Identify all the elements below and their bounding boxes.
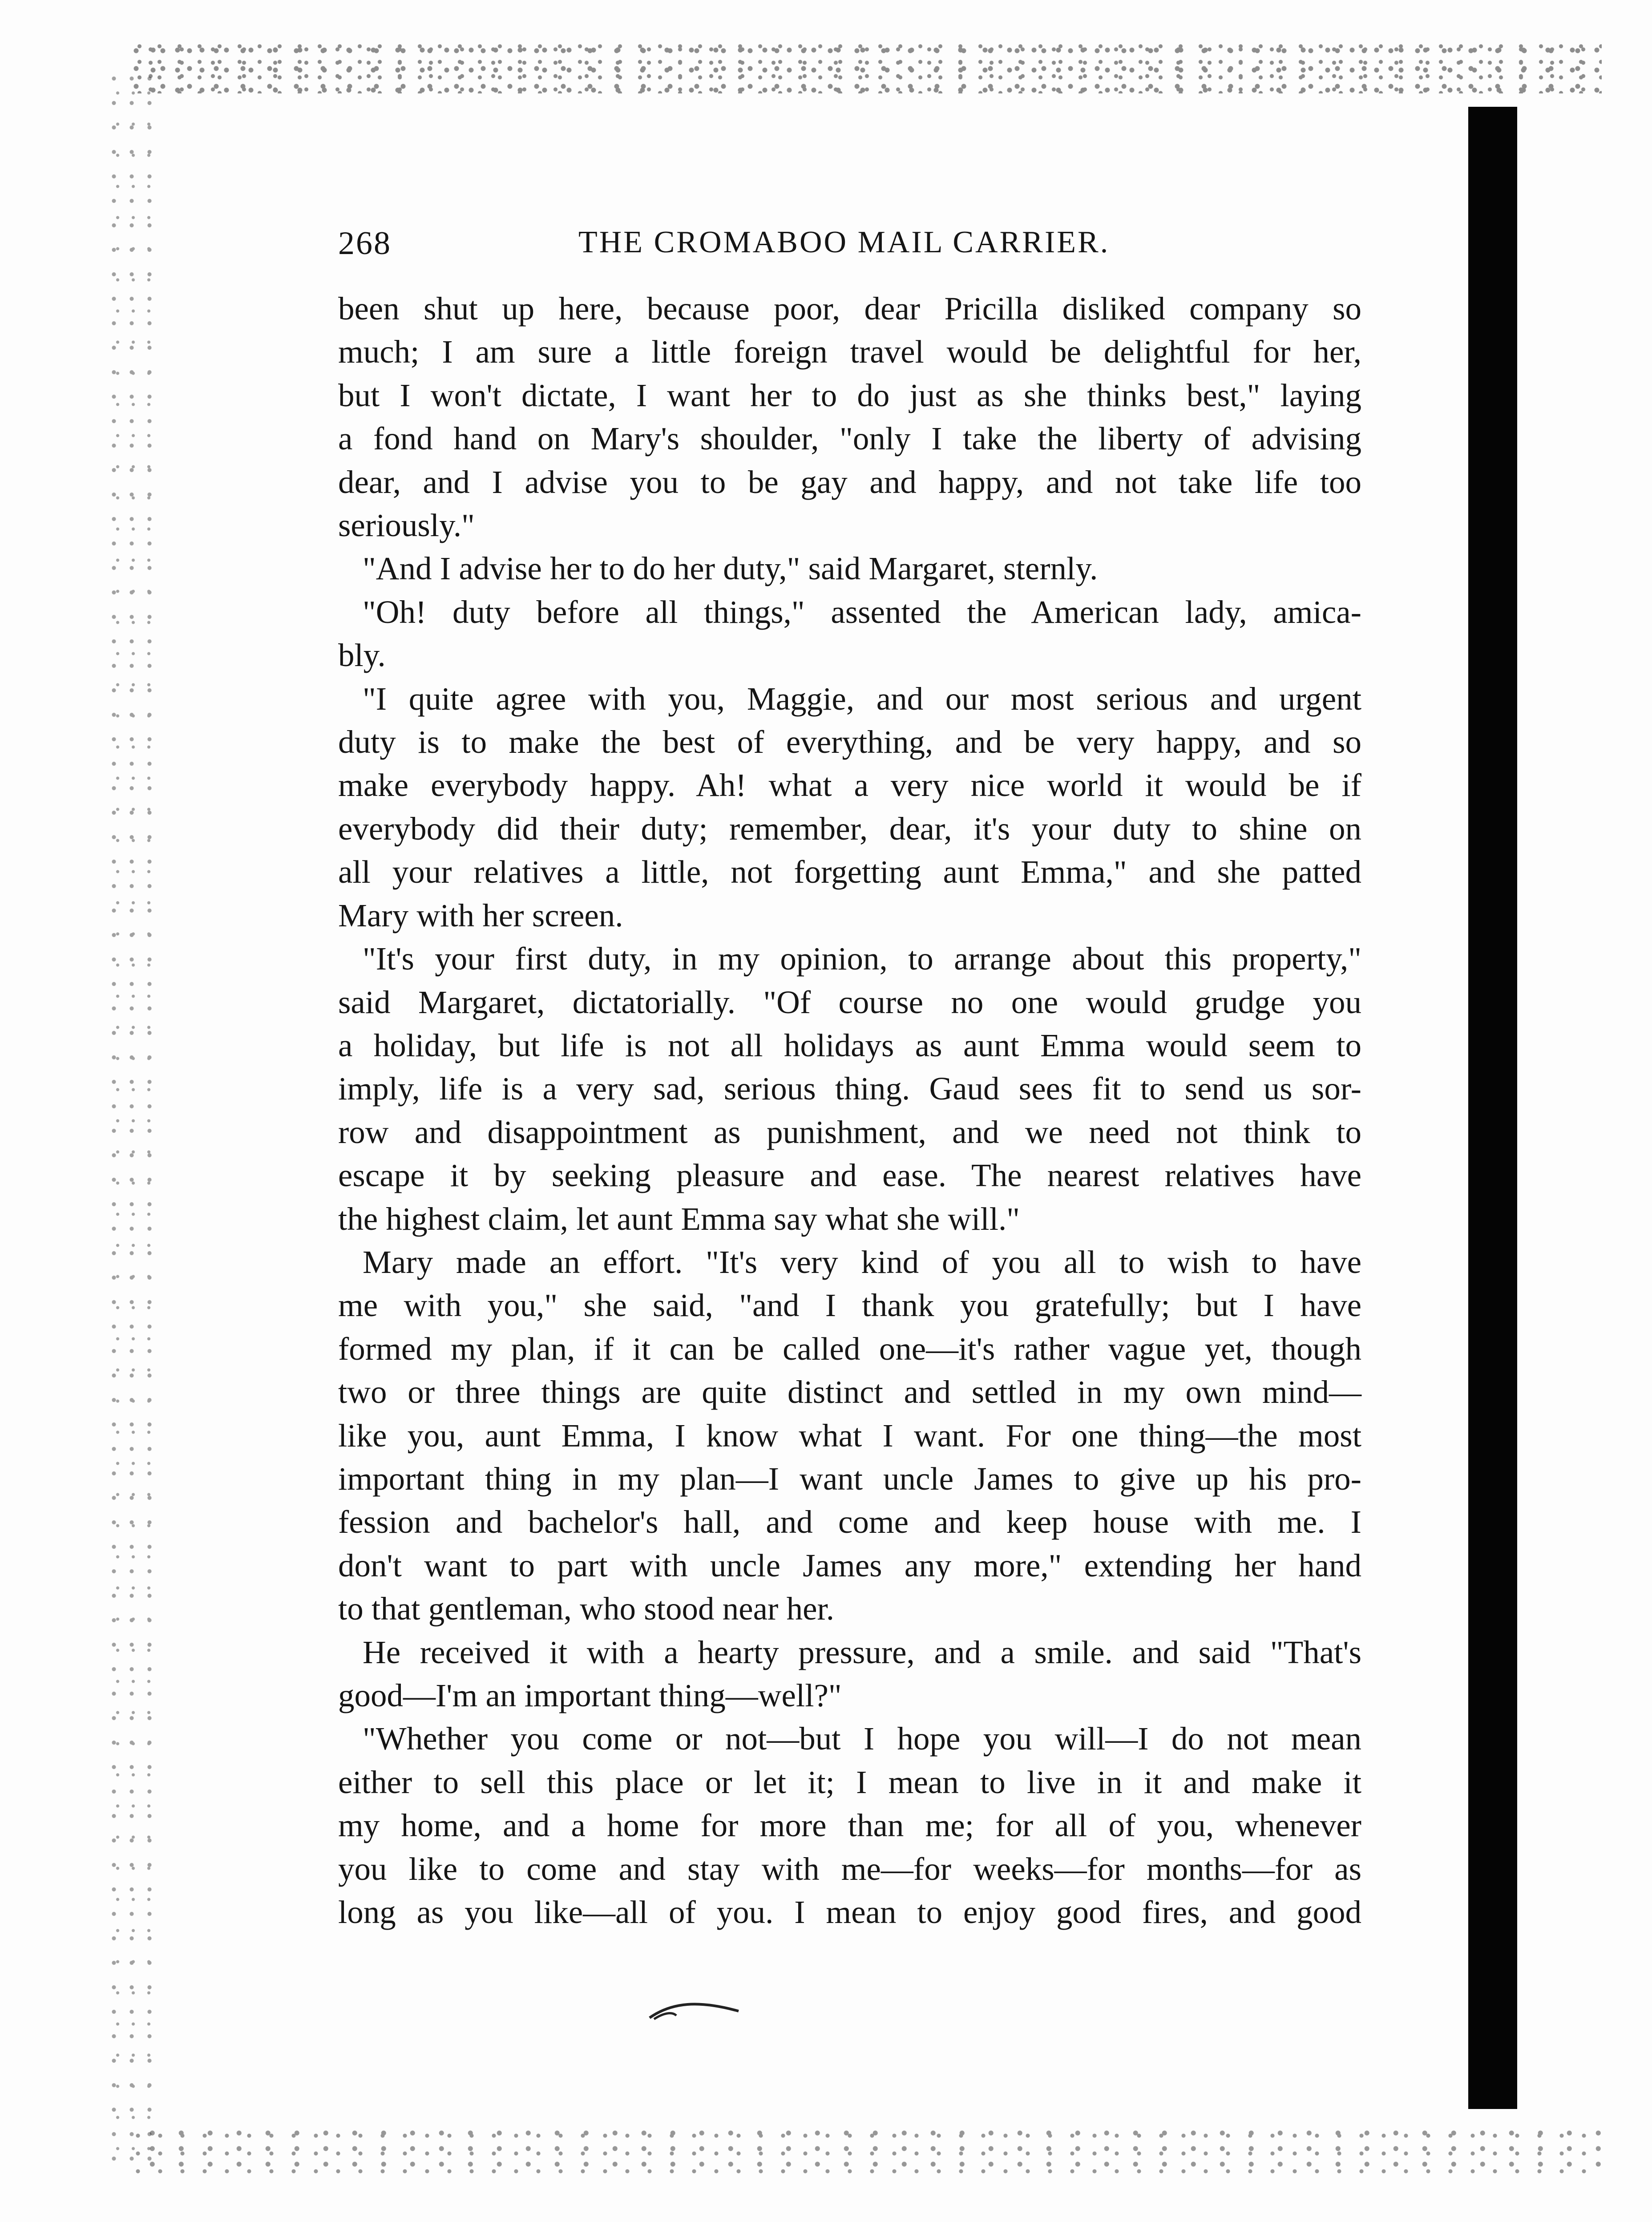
- text-line: row and disappointment as punishment, and we need not think to: [338, 1114, 1361, 1150]
- text-line: dear, and I advise you to be gay and happy, and not take life too: [338, 464, 1361, 500]
- text-line: escape it by seeking pleasure and ease. The nearest relatives have: [338, 1157, 1361, 1194]
- text-line: "Whether you come or not—but I hope you will—I do not mean: [363, 1721, 1361, 1757]
- text-line: bly.: [338, 637, 386, 674]
- running-head: [338, 225, 1370, 274]
- text-line: don't want to part with uncle James any more," extending her hand: [338, 1547, 1361, 1584]
- text-line: been shut up here, because poor, dear Pricilla disliked company so: [338, 291, 1361, 327]
- text-line: me with you," she said, "and I thank you gratefully; but I have: [338, 1287, 1361, 1324]
- body-text: [338, 287, 1361, 1934]
- text-line: He received it with a hearty pressure, and a smile. and said "That's: [363, 1634, 1361, 1670]
- text-line: but I won't dictate, I want her to do just as she thinks best," laying: [338, 377, 1361, 413]
- scan-noise-bottom: [133, 2127, 1602, 2176]
- text-line: you like to come and stay with me—for weeks—for months—for as: [338, 1850, 1361, 1887]
- text-line: "And I advise her to do her duty," said Margaret, sternly.: [363, 550, 1098, 587]
- text-line: my home, and a home for more than me; for all of you, whenever: [338, 1807, 1361, 1844]
- text-line: important thing in my plan—I want uncle James to give up his pro-: [338, 1460, 1361, 1497]
- binding-shadow-bar: [1468, 107, 1517, 2109]
- text-line: make everybody happy. Ah! what a very nice world it would be if: [338, 767, 1361, 804]
- text-line: either to sell this place or let it; I mean to live in it and make it: [338, 1764, 1361, 1800]
- text-line: good—I'm an important thing—well?": [338, 1677, 842, 1713]
- text-line: Mary with her screen.: [338, 897, 623, 933]
- running-title: THE CROMABOO MAIL CARRIER.: [578, 225, 1110, 259]
- text-line: imply, life is a very sad, serious thing. Gaud sees fit to send us sor-: [338, 1071, 1361, 1107]
- scan-noise-top: [133, 40, 1602, 93]
- text-line: two or three things are quite distinct and settled in my own mind—: [338, 1374, 1361, 1410]
- text-line: duty is to make the best of everything, and be very happy, and so: [338, 724, 1361, 760]
- text-line: "Oh! duty before all things," assented the American lady, amica-: [363, 594, 1361, 630]
- text-line: like you, aunt Emma, I know what I want. For one thing—the most: [338, 1417, 1361, 1454]
- text-line: a fond hand on Mary's shoulder, "only I take the liberty of advising: [338, 420, 1361, 457]
- page-number: 268: [338, 225, 392, 262]
- ink-smudge-mark: [645, 1998, 743, 2024]
- text-line: much; I am sure a little foreign travel would be delightful for her,: [338, 334, 1361, 370]
- text-line: long as you like—all of you. I mean to enjoy good fires, and good: [338, 1894, 1361, 1931]
- text-line: to that gentleman, who stood near her.: [338, 1591, 834, 1627]
- text-line: seriously.": [338, 507, 475, 544]
- text-line: fession and bachelor's hall, and come and keep house with me. I: [338, 1504, 1361, 1540]
- text-line: said Margaret, dictatorially. "Of course no one would grudge you: [338, 984, 1361, 1020]
- text-line: a holiday, but life is not all holidays as aunt Emma would seem to: [338, 1027, 1361, 1063]
- scan-noise-left: [107, 71, 156, 2162]
- text-line: "It's your first duty, in my opinion, to arrange about this property,": [363, 941, 1361, 977]
- text-line: all your relatives a little, not forgetting aunt Emma," and she patted: [338, 854, 1361, 890]
- text-line: Mary made an effort. "It's very kind of you all to wish to have: [363, 1244, 1361, 1280]
- text-line: everybody did their duty; remember, dear, it's your duty to shine on: [338, 810, 1361, 847]
- text-line: the highest claim, let aunt Emma say what she will.": [338, 1200, 1020, 1237]
- text-line: "I quite agree with you, Maggie, and our most serious and urgent: [363, 680, 1361, 717]
- text-line: formed my plan, if it can be called one—it's rather vague yet, though: [338, 1330, 1361, 1367]
